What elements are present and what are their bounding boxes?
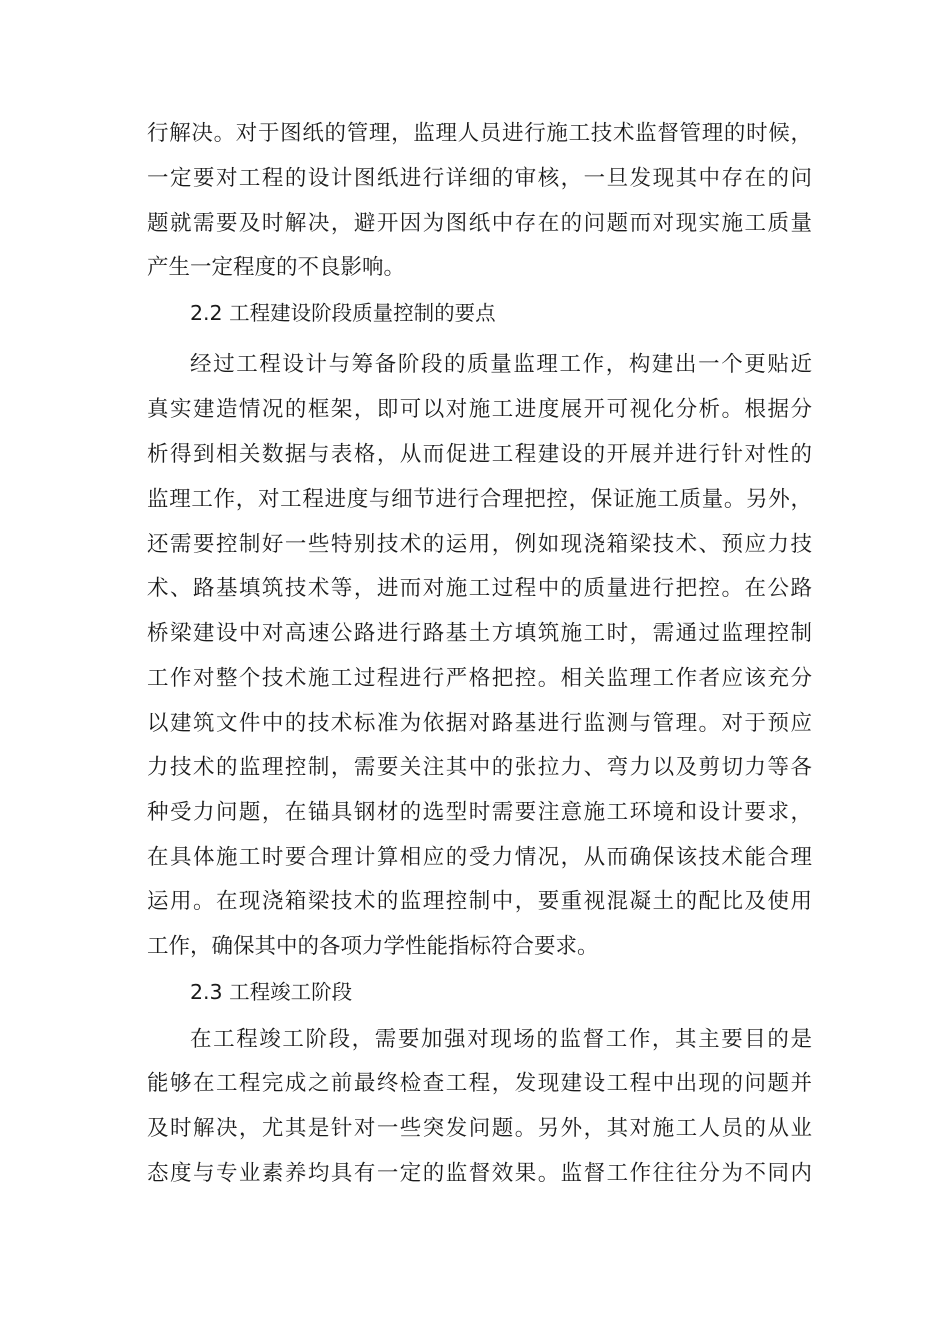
text-line: 经过工程设计与筹备阶段的质量监理工作，构建出一个更贴近 <box>190 352 812 377</box>
text-line: 及时解决，尤其是针对一些突发问题。另外，其对施工人员的从业 <box>147 1116 812 1141</box>
text-line: 产生一定程度的不良影响。 <box>147 255 406 280</box>
text-line: 题就需要及时解决，避开因为图纸中存在的问题而对现实施工质量 <box>147 211 812 236</box>
section-heading: 2.3 工程竣工阶段 <box>190 980 353 1004</box>
text-line: 种受力问题，在锚具钢材的选型时需要注意施工环境和设计要求， <box>147 800 812 825</box>
text-line: 还需要控制好一些特别技术的运用，例如现浇箱梁技术、预应力技 <box>147 532 812 557</box>
text-line: 真实建造情况的框架，即可以对施工进度展开可视化分析。根据分 <box>147 397 812 422</box>
text-line: 能够在工程完成之前最终检查工程，发现建设工程中出现的问题并 <box>147 1071 812 1096</box>
text-line: 在工程竣工阶段，需要加强对现场的监督工作，其主要目的是 <box>190 1027 812 1052</box>
text-line: 监理工作，对工程进度与细节进行合理把控，保证施工质量。另外， <box>147 487 812 512</box>
text-line: 工作对整个技术施工过程进行严格把控。相关监理工作者应该充分 <box>147 666 812 691</box>
text-line: 一定要对工程的设计图纸进行详细的审核，一旦发现其中存在的问 <box>147 166 812 191</box>
text-line: 行解决。对于图纸的管理，监理人员进行施工技术监督管理的时候， <box>147 121 812 146</box>
text-line: 术、路基填筑技术等，进而对施工过程中的质量进行把控。在公路 <box>147 576 812 601</box>
text-line: 力技术的监理控制，需要关注其中的张拉力、弯力以及剪切力等各 <box>147 755 812 780</box>
text-line: 桥梁建设中对高速公路进行路基土方填筑施工时，需通过监理控制 <box>147 621 812 646</box>
text-line: 工作，确保其中的各项力学性能指标符合要求。 <box>147 934 599 959</box>
text-line: 析得到相关数据与表格，从而促进工程建设的开展并进行针对性的 <box>147 442 812 467</box>
text-line: 态度与专业素养均具有一定的监督效果。监督工作往往分为不同内 <box>147 1161 812 1186</box>
text-line: 在具体施工时要合理计算相应的受力情况，从而确保该技术能合理 <box>147 845 812 870</box>
section-heading: 2.2 工程建设阶段质量控制的要点 <box>190 301 496 325</box>
text-line: 运用。在现浇箱梁技术的监理控制中，要重视混凝土的配比及使用 <box>147 889 812 914</box>
text-line: 以建筑文件中的技术标准为依据对路基进行监测与管理。对于预应 <box>147 711 812 736</box>
